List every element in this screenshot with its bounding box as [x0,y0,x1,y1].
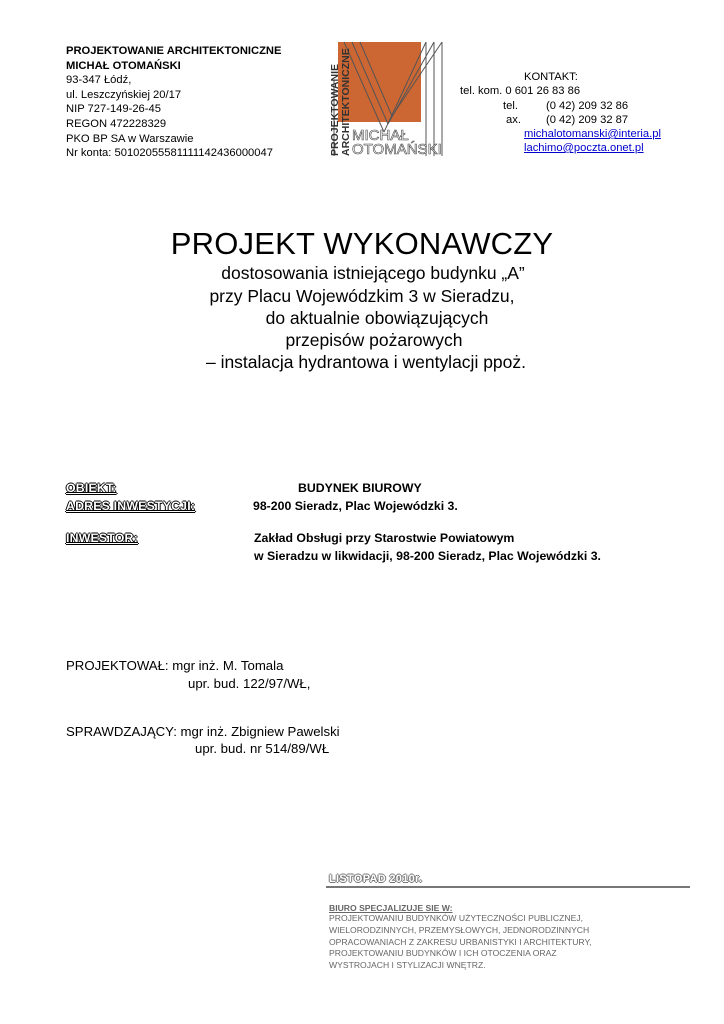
footer-specialization-5: WYSTROJACH I STYLIZACJI WNĘTRZ. [329,960,486,970]
contact-tel-value: (0 42) 209 32 86 [546,100,629,112]
inwestor-value-2: w Sieradzu w likwidacji, 98-200 Sieradz, Plac Wojewódzki 3. [254,549,601,563]
contact-tel-label: tel. [503,100,518,112]
company-block [66,44,281,161]
document-title: PROJEKT WYKONAWCZY [170,226,554,261]
company-account: Nr konta: 50102055581111142436000047 [66,147,273,160]
company-address-line2: ul. Leszczyńskiej 20/17 [66,88,182,101]
adres-value: 98-200 Sieradz, Plac Wojewódzki 3. [253,499,458,513]
inwestor-value-1: Zakład Obsługi przy Starostwie Powiatowym [254,531,515,545]
company-bank: PKO BP SA w Warszawie [66,132,194,145]
document-date: LISTOPAD 2010r. [329,873,423,885]
contact-heading: KONTAKT: [524,71,578,83]
obiekt-value: BUDYNEK BIUROWY [298,481,422,495]
sprawdzajacy-uprawnienia: upr. bud. nr 514/89/WŁ [195,741,330,756]
company-nip: NIP 727-149-26-45 [66,103,161,116]
footer-specialization-3: OPRACOWANIACH Z ZAKRESU URBANISTYKI I ARCHITEKTURY, [329,937,592,947]
title-line-3: do aktualnie obowiązujących [265,308,489,328]
obiekt-label: OBIEKT: [66,481,117,495]
contact-mobile: tel. kom. 0 601 26 83 86 [460,85,581,97]
company-logo [326,40,452,158]
contact-email-2[interactable]: lachimo@poczta.onet.pl [524,142,644,154]
company-regon: REGON 472228329 [66,117,167,130]
logo-name-2: OTOMAŃSKI [352,141,442,158]
contact-fax-label: ax. [506,114,521,126]
company-name-line2: MICHAŁ OTOMAŃSKI [66,59,181,72]
footer-heading: BIURO SPECJALIZUJE SIE W: [329,903,453,913]
title-line-4: przepisów pożarowych [285,330,463,350]
inwestor-label: INWESTOR: [66,531,138,545]
projektowal: PROJEKTOWAŁ: mgr inż. M. Tomala [66,658,284,673]
footer-specialization-4: PROJEKTOWANIU BUDYNKÓW I ICH OTOCZENIA ORAZ [329,948,557,958]
contact-fax-value: (0 42) 209 32 87 [546,114,629,126]
adres-label: ADRES INWESTYCJI: [66,499,196,513]
company-address-line1: 93-347 Łódź, [66,74,132,87]
logo-vertical-text-2: ARCHITEKTONICZNE [340,48,352,156]
logo-name-1: MICHAŁ [352,127,409,144]
logo-graphic [326,40,452,158]
footer-divider [326,886,690,888]
title-line-2: przy Placu Wojewódzkim 3 w Sieradzu, [209,286,515,306]
projektowal-uprawnienia: upr. bud. 122/97/WŁ, [188,676,311,691]
footer-specialization-1: PROJEKTOWANIU BUDYNKÓW UŻYTECZNOŚCI PUBLICZNEJ, [329,913,584,923]
footer-specialization-2: WIELORODZINNYCH, PRZEMYSŁOWYCH, JEDNORODZINNYCH [329,925,590,935]
title-line-1: dostosowania istniejącego budynku „A” [221,263,525,283]
company-name-line1: PROJEKTOWANIE ARCHITEKTONICZNE [66,45,282,57]
contact-email-1[interactable]: michalotomanski@interia.pl [524,128,661,140]
title-line-5: – instalacja hydrantowa i wentylacji ppoż. [205,352,527,372]
logo-vertical-text-1: PROJEKTOWANIE [329,64,341,156]
sprawdzajacy: SPRAWDZAJĄCY: mgr inż. Zbigniew Pawelski [66,724,340,739]
